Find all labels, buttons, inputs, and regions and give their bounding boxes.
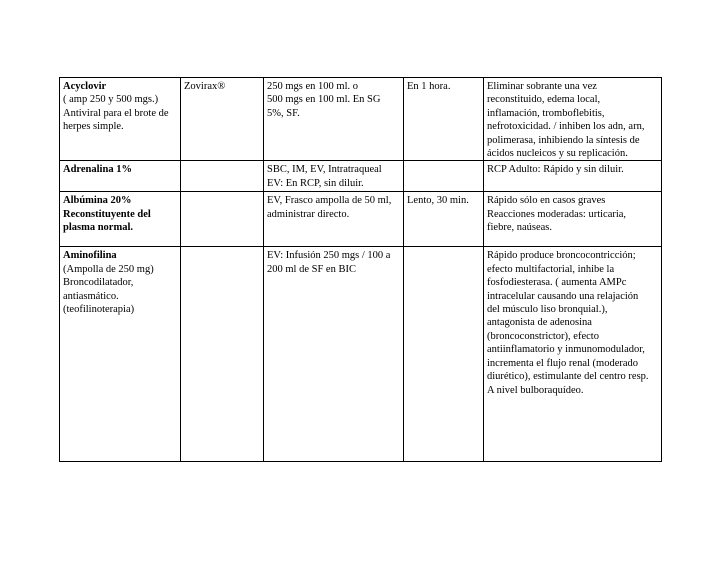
cell-line: fiebre, naúseas.: [487, 222, 553, 234]
cell-line: diurético), estimulante del centro resp.: [487, 371, 649, 383]
cell-line: efecto multifactorial, inhibe la: [487, 263, 615, 275]
brand-cell: [181, 192, 264, 247]
time-cell: [404, 161, 484, 192]
time-cell: [404, 247, 484, 462]
cell-line: antiasmático.: [63, 290, 119, 302]
brand-cell: [181, 78, 264, 161]
cell-line: A nivel bulboraquídeo.: [487, 384, 584, 396]
cell-line: Eliminar sobrante una vez: [487, 81, 597, 92]
table-row: [60, 161, 662, 192]
drug-name-cell: [60, 192, 181, 247]
cell-line: reconstituido, edema local,: [487, 94, 601, 106]
time-cell: [404, 192, 484, 247]
table-row: [60, 78, 662, 161]
cell-line: EV: Infusión 250 mgs / 100 a: [267, 250, 391, 262]
cell-line: (teofilinoterapia): [63, 304, 135, 316]
cell-line: Antiviral para el brote de: [63, 107, 169, 119]
cell-line: SBC, IM, EV, Intratraqueal: [267, 164, 382, 176]
cell-line: (broncoconstrictor), efecto: [487, 330, 599, 342]
cell-line: Adrenalina 1%: [63, 164, 132, 176]
cell-line: inflamación, tromboflebitis,: [487, 107, 605, 119]
cell-line: fosfodiesterasa. ( aumenta AMPc: [487, 277, 627, 289]
cell-line: antiinflamatorio y inmunomodulador,: [487, 344, 645, 356]
cell-line: plasma normal.: [63, 222, 134, 234]
administration-cell: [264, 192, 404, 247]
cell-line: nefrotoxicidad. / inhiben los adn, arn,: [487, 121, 645, 133]
cell-line: 500 mgs en 100 ml. En SG: [267, 94, 381, 106]
administration-cell: [264, 78, 404, 161]
cell-line: del músculo liso bronquial.),: [487, 304, 608, 316]
cell-line: Acyclovir: [63, 81, 107, 92]
notes-cell: [484, 247, 662, 462]
drug-name-cell: [60, 78, 181, 161]
cell-line: 5%, SF.: [267, 107, 300, 119]
cell-line: RCP Adulto: Rápido y sin diluir.: [487, 164, 624, 176]
drug-name-cell: [60, 247, 181, 462]
brand-cell: [181, 247, 264, 462]
cell-line: 250 mgs en 100 ml. o: [267, 81, 358, 92]
brand-cell: [181, 161, 264, 192]
cell-line: ácidos nucleicos y su replicación.: [487, 148, 628, 160]
cell-line: Rápido produce broncocontricción;: [487, 250, 636, 262]
cell-line: EV, Frasco ampolla de 50 ml,: [267, 195, 392, 207]
cell-line: ( amp 250 y 500 mgs.): [63, 94, 159, 106]
cell-line: Broncodilatador,: [63, 277, 134, 289]
administration-cell: [264, 161, 404, 192]
cell-line: Reconstituyente del: [63, 208, 151, 220]
cell-line: herpes simple.: [63, 121, 124, 133]
time-cell: [404, 78, 484, 161]
cell-line: En 1 hora.: [407, 81, 451, 92]
cell-line: incrementa el flujo renal (moderado: [487, 357, 639, 369]
drug-name-cell: [60, 161, 181, 192]
cell-line: Reacciones moderadas: urticaria,: [487, 208, 627, 220]
cell-line: Albúmina 20%: [63, 195, 132, 207]
table-row: [60, 247, 662, 462]
drug-table: [59, 77, 662, 462]
cell-line: Aminofilina: [63, 250, 117, 262]
notes-cell: [484, 161, 662, 192]
cell-line: antagonista de adenosina: [487, 317, 592, 329]
notes-cell: [484, 192, 662, 247]
administration-cell: [264, 247, 404, 462]
cell-line: Rápido sólo en casos graves: [487, 195, 606, 207]
cell-line: Lento, 30 min.: [407, 195, 469, 207]
cell-line: administrar directo.: [267, 208, 350, 220]
table-row: [60, 192, 662, 247]
cell-line: polimerasa, inhibiendo la síntesis de: [487, 134, 640, 146]
cell-line: Zovirax®: [184, 81, 226, 92]
cell-line: 200 ml de SF en BIC: [267, 263, 356, 275]
cell-line: (Ampolla de 250 mg): [63, 263, 154, 275]
cell-line: intracelular causando una relajación: [487, 290, 639, 302]
notes-cell: [484, 78, 662, 161]
cell-line: EV: En RCP, sin diluir.: [267, 177, 364, 189]
